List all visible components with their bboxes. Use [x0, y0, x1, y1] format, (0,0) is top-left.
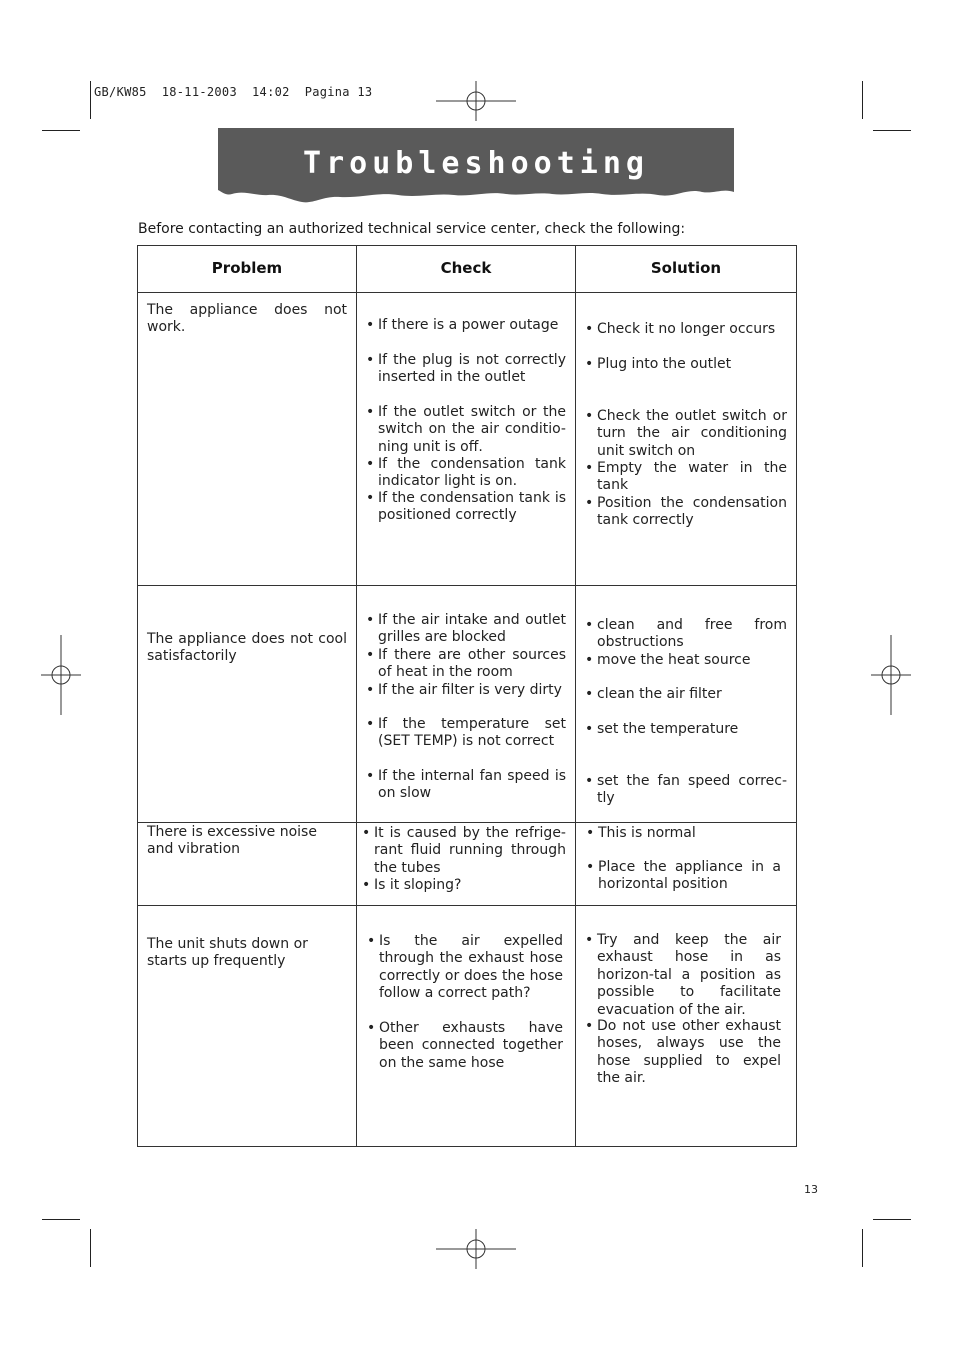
print-slug: GB/KW85 18-11-2003 14:02 Pagina 13 [94, 85, 373, 99]
solution-item: • Check the outlet switch or turn the air conditioning unit switch on [583, 408, 787, 460]
problem-text: The appliance does not work. [147, 302, 347, 336]
check-item: • If the outlet switch or the switch on the air conditio-ning unit is off. [364, 404, 566, 456]
table-row [138, 293, 797, 586]
solution-item: • Position the condensation tank correctly [583, 495, 787, 530]
solution-item: • Plug into the outlet [583, 356, 787, 373]
table-row [138, 586, 797, 823]
check-cell [357, 293, 576, 586]
check-item: • If the air filter is very dirty [364, 682, 566, 699]
registration-mark [436, 1229, 516, 1269]
check-item: • Is the air expelled through the exhaust hose correctly or does the hose follow a correct path? [365, 933, 563, 1003]
solution-cell [576, 586, 797, 823]
check-item: • Other exhausts have been connected together on the same hose [365, 1020, 563, 1072]
problem-cell [138, 906, 357, 1147]
solution-item: • Try and keep the air exhaust hose in as horizon-tal a position as possible to facilitate evacuation of the air. [583, 932, 781, 1019]
registration-mark [41, 635, 81, 715]
problem-cell [138, 586, 357, 823]
page-number: 13 [804, 1183, 818, 1196]
troubleshooting-table [137, 245, 797, 1147]
intro-text: Before contacting an authorized technical service center, check the following: [138, 221, 686, 237]
problem-cell [138, 293, 357, 586]
crop-mark [862, 1229, 863, 1267]
check-cell [357, 586, 576, 823]
column-header-solution: Solution [576, 246, 797, 293]
crop-mark [862, 81, 863, 119]
solution-item: • Place the appliance in a horizontal position [584, 859, 781, 894]
column-header-problem: Problem [138, 246, 357, 293]
solution-item: • set the temperature [583, 721, 787, 738]
solution-item: • Empty the water in the tank [583, 460, 787, 495]
title-banner [218, 128, 734, 208]
problem-cell [138, 823, 357, 906]
check-item: • If the plug is not correctly inserted in the outlet [364, 352, 566, 387]
solution-item: • Do not use other exhaust hoses, always use the hose supplied to expel the air. [583, 1018, 781, 1088]
check-cell [357, 823, 576, 906]
crop-mark [90, 1229, 91, 1267]
problem-text: The unit shuts down or starts up frequently [147, 936, 308, 970]
check-item: • It is caused by the refrige-rant fluid running through the tubes [360, 825, 566, 877]
solution-item: • This is normal [584, 825, 787, 842]
check-item: • If there is a power outage [364, 317, 566, 334]
registration-mark [871, 635, 911, 715]
table-row [138, 906, 797, 1147]
check-item: • If the temperature set (SET TEMP) is not correct [364, 716, 566, 751]
check-item: • If the air intake and outlet grilles are blocked [364, 612, 566, 647]
crop-mark [873, 130, 911, 131]
column-header-check: Check [357, 246, 576, 293]
solution-item: • set the fan speed correc-tly [583, 773, 787, 808]
solution-item: • move the heat source [583, 652, 787, 669]
crop-mark [42, 1219, 80, 1220]
solution-cell [576, 906, 797, 1147]
problem-text: The appliance does not cool satisfactorily [147, 631, 347, 665]
crop-mark [42, 130, 80, 131]
page-title: Troubleshooting [303, 146, 649, 181]
solution-item: • clean the air filter [583, 686, 787, 703]
solution-cell [576, 293, 797, 586]
crop-mark [90, 81, 91, 119]
solution-item: • Check it no longer occurs [583, 321, 787, 338]
registration-mark [436, 81, 516, 121]
check-item: • If the internal fan speed is on slow [364, 768, 566, 803]
solution-item: • clean and free from obstructions [583, 617, 787, 652]
solution-cell [576, 823, 797, 906]
table-row [138, 823, 797, 906]
check-item: • If there are other sources of heat in the room [364, 647, 566, 682]
check-cell [357, 906, 576, 1147]
problem-text: There is excessive noise and vibration [147, 824, 317, 858]
table-header-row [138, 246, 797, 293]
check-item: • Is it sloping? [360, 877, 566, 894]
check-item: • If the condensation tank is positioned correctly [364, 490, 566, 525]
crop-mark [873, 1219, 911, 1220]
check-item: • If the condensation tank indicator light is on. [364, 456, 566, 491]
